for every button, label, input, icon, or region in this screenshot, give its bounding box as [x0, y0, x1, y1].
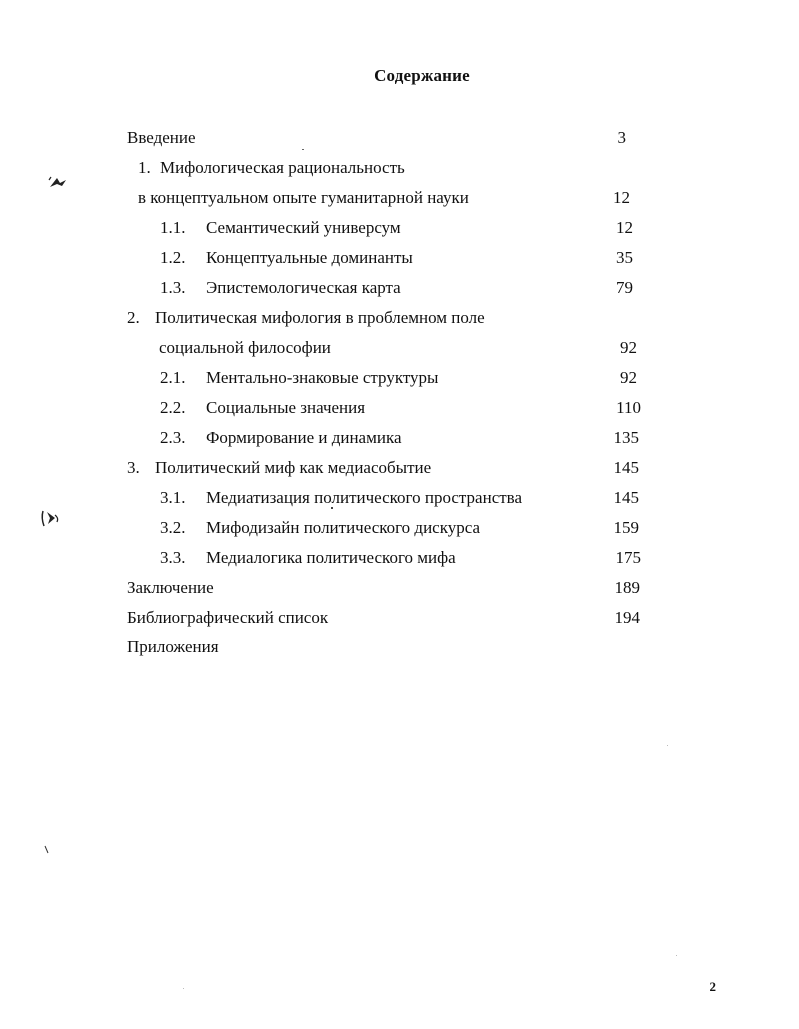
toc-chapter-1-line2	[0, 186, 799, 210]
toc-section-number: 2.1.	[160, 368, 186, 387]
page-title: Содержание	[374, 66, 470, 85]
toc-section-title: Концептуальные доминанты	[206, 248, 413, 267]
toc-section-2-1	[0, 366, 799, 390]
toc-entry-conclusion	[0, 576, 799, 600]
toc-section-1-2	[0, 246, 799, 270]
scan-speck	[676, 955, 677, 956]
toc-section-title: Медиалогика политического мифа	[206, 548, 456, 567]
scan-speck	[183, 988, 184, 989]
toc-section-title: Эпистемологическая карта	[206, 278, 401, 297]
binder-hole-mark-icon	[40, 509, 62, 529]
toc-entry-page: 159	[613, 518, 639, 537]
toc-chapter-title-cont: в концептуальном опыте гуманитарной науки	[138, 188, 469, 207]
toc-chapter-title: Политическая мифология в проблемном поле	[155, 308, 485, 327]
toc-entry-page: 12	[613, 188, 630, 207]
toc-section-3-3	[0, 546, 799, 570]
toc-entry-page: 145	[613, 458, 639, 477]
toc-section-title: Мифодизайн политического дискурса	[206, 518, 481, 537]
toc-entry-page: 79	[616, 278, 633, 297]
toc-section-title: Медиатизация политического пространства	[206, 488, 523, 507]
toc-section-1-3	[0, 276, 799, 300]
toc-entry-page: 135	[613, 428, 639, 447]
page-number: 2	[709, 979, 716, 994]
toc-section-number: 3.1.	[160, 488, 186, 507]
toc-chapter-title: Политический миф как медиасобытие	[155, 458, 432, 477]
toc-section-2-2	[0, 396, 799, 420]
toc-entry-page: 12	[616, 218, 633, 237]
toc-section-number: 1.2.	[160, 248, 186, 267]
toc-chapter-2-line2	[0, 336, 799, 360]
toc-entry-page: 92	[620, 338, 637, 357]
toc-entry-text: Библиографический список	[127, 608, 329, 627]
toc-section-title: Ментально-знаковые структуры	[206, 368, 439, 387]
scan-speck	[302, 149, 304, 150]
toc-section-3-1	[0, 486, 799, 510]
toc-section-number: 2.2.	[160, 398, 186, 417]
toc-section-number: 3.2.	[160, 518, 186, 537]
toc-entry-page: 175	[615, 548, 641, 567]
toc-entry-page: 3	[617, 128, 626, 147]
toc-entry-page: 189	[614, 578, 640, 597]
toc-section-number: 2.3.	[160, 428, 186, 447]
toc-chapter-title: Мифологическая рациональность	[160, 158, 405, 177]
toc-entry-page: 35	[616, 248, 633, 267]
toc-section-number: 1.3.	[160, 278, 186, 297]
toc-chapter-1-line1	[0, 156, 799, 180]
toc-entry-page: 110	[616, 398, 641, 417]
toc-entry-appendices	[0, 635, 799, 659]
toc-section-title: Социальные значения	[206, 398, 366, 417]
scan-speck	[667, 745, 668, 746]
toc-chapter-title-cont: социальной философии	[159, 338, 331, 357]
scan-speck	[331, 507, 333, 509]
toc-section-number: 1.1.	[160, 218, 186, 237]
toc-chapter-number: 1.	[138, 158, 151, 177]
toc-section-2-3	[0, 426, 799, 450]
toc-section-title: Семантический универсум	[206, 218, 401, 237]
toc-chapter-number: 3.	[127, 458, 140, 477]
scan-speck-icon	[44, 845, 50, 855]
toc-chapter-3	[0, 456, 799, 480]
toc-section-title: Формирование и динамика	[206, 428, 402, 447]
toc-entry-page: 194	[614, 608, 640, 627]
toc-entry-text: Приложения	[127, 637, 219, 656]
toc-section-3-2	[0, 516, 799, 540]
toc-entry-text: Заключение	[127, 578, 214, 597]
binder-hole-mark-icon	[48, 175, 68, 191]
toc-chapter-2-line1	[0, 306, 799, 330]
toc-entry-intro	[0, 126, 799, 150]
toc-section-number: 3.3.	[160, 548, 186, 567]
toc-entry-page: 145	[613, 488, 639, 507]
toc-entry-bibliography	[0, 606, 799, 630]
toc-section-1-1	[0, 216, 799, 240]
toc-entry-text: Введение	[127, 128, 196, 147]
toc-entry-page: 92	[620, 368, 637, 387]
toc-chapter-number: 2.	[127, 308, 140, 327]
